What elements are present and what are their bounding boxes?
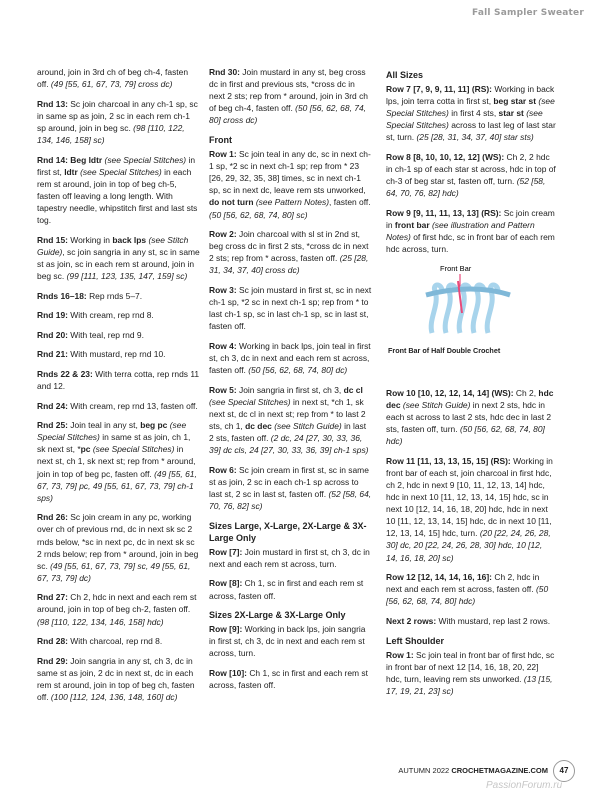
instruction-paragraph: Rnd 13: Sc join charcoal in any ch-1 sp, sc in same sp as join, 2 sc in each rem ch-1 sp around, join in beg sc. (98 [110, 122, 134, 146, 158] sc) [37, 98, 198, 145]
instruction-paragraph: Row 7 [7, 9, 9, 11, 11] (RS): Working in back lps, join terra cotta in first st, beg star st (see Special Stitches) in first 4 sts, star st (see Special Stitches) across to last leg of last star st, turn. (25 [28, 31, 34, 37, 40] star sts) [386, 84, 556, 143]
instruction-paragraph: Row 12 [12, 14, 14, 16, 16]: Ch 2, hdc in next and each rem st across, fasten off. (50 [56, 62, 68, 74, 80] hdc) [386, 572, 549, 607]
running-header: Fall Sampler Sweater [472, 8, 584, 18]
section-heading: Sizes Large, X-Large, 2X-Large & 3X-Large Only [209, 520, 367, 543]
instruction-paragraph: Row [9]: Working in back lps, join sangria in first st, ch 3, dc in next and each rem st across, turn. [209, 624, 366, 659]
instruction-paragraph: Rnd 15: Working in back lps (see Stitch Guide), sc join sangria in any st, sc in same st as join, sc in each rem st around, join in beg sc. (99 [111, 123, 135, 147, 159] sc) [37, 234, 200, 281]
instruction-paragraph: Rnd 28: With charcoal, rep rnd 8. [37, 636, 163, 647]
section-heading: Sizes 2X-Large & 3X-Large Only [209, 610, 346, 621]
column-1 [37, 66, 200, 711]
instruction-paragraph: Rnds 22 & 23: With terra cotta, rep rnds 11 and 12. [37, 368, 200, 391]
instruction-paragraph: Row 9 [9, 11, 11, 13, 13] (RS): Sc join cream in front bar (see illustration and Pattern Notes) of first hdc, sc in front bar of each rem hdc across, turn. [386, 207, 555, 255]
instruction-paragraph: Row 4: Working in back lps, join teal in first st, ch 3, dc in next and each rem st across, fasten off. (50 [56, 62, 68, 74, 80] dc) [209, 340, 371, 376]
instruction-paragraph: Rnd 20: With teal, rep rnd 9. [37, 329, 144, 340]
illustration-caption: Front Bar of Half Double Crochet [388, 345, 501, 355]
instruction-paragraph: Row [8]: Ch 1, sc in first and each rem st across, fasten off. [209, 578, 364, 601]
instruction-paragraph: Row 8 [8, 10, 10, 12, 12] (WS): Ch 2, 2 hdc in ch-1 sp of each star st across, hdc in top of ch-3 of beg star st, fasten off, turn. (52 [58, 64, 70, 76, 82] hdc) [386, 152, 556, 199]
footer-season: AUTUMN 2022 [398, 766, 450, 775]
instruction-paragraph: Row 5: Join sangria in first st, ch 3, dc cl (see Special Stitches) in next st, *ch 1, sk next st, dc cl in next st; rep from * to last 2 sts, ch 1, dc dec (see Stitch Guide) in last 2 sts, fasten off. (2 dc, 24 [27, 30, 33, 36, 39] dc cls, 24 [27, 30, 33, 36, 39] ch-1 sps) [209, 384, 369, 456]
section-heading: Left Shoulder [386, 635, 444, 646]
front-bar-diagram [386, 261, 556, 343]
instruction-paragraph: Row [7]: Join mustard in first st, ch 3, dc in next and each rem st across, turn. [209, 546, 370, 569]
instruction-paragraph: Row 6: Sc join cream in first st, sc in same st as join, 2 sc in each ch-1 sp across to last st, 2 sc in last st, fasten off. (52 [58, 64, 70, 76, 82] sc) [209, 464, 372, 511]
instruction-paragraph: Rnd 24: With cream, rep rnd 13, fasten off. [37, 400, 198, 411]
instruction-paragraph: Row 11 [11, 13, 13, 15, 15] (RS): Working in front bar of each st, join charcoal in first hdc, ch 2, hdc in next 9 [10, 11, 12, 13, 14] hdc, hdc in next 10 [11, 12, 13, 14, 15] hdc, sc in next 10 [12, 14, 16, 18, 20] hdc, hdc in next 10 [11, 12, 13, 14, 15] hdc, dc in next 10 [11, 12, 13, 14, 15] hdc, turn. (20 [22, 24, 26, 28, 30] dc, 20 [22, 24, 26, 28, 30] hdc, 10 [12, 14, 16, 18, 20] sc) [386, 455, 553, 563]
page-number: 47 [553, 760, 575, 782]
instruction-paragraph: Row [10]: Ch 1, sc in first and each rem st across, fasten off. [209, 668, 368, 691]
instruction-paragraph: Rnd 19: With cream, rep rnd 8. [37, 310, 154, 321]
section-heading: All Sizes [386, 70, 424, 80]
front-bar-label: Front Bar [440, 263, 472, 273]
instruction-paragraph: around, join in 3rd ch of beg ch-4, fasten off. (49 [55, 61, 67, 73, 79] cross dc) [37, 67, 189, 90]
instruction-paragraph: Rnd 14: Beg ldtr (see Special Stitches) in first st, ldtr (see Special Stitches) in each rem st around, join in top of beg ch-5, fasten off leaving a long length. With tapestry needle, whipstitch first and last sts tog. [37, 154, 198, 226]
yarn-stitches [426, 281, 510, 333]
column-3 [386, 66, 556, 704]
instruction-paragraph: Row 3: Sc join mustard in first st, sc in next ch-1 sp, *2 sc in next ch-1 sp; rep from * to last ch-1 sp, sc in last ch-1 sp, sc in last st, fasten off. [209, 285, 372, 332]
instruction-paragraph: Row 2: Join charcoal with sl st in 2nd st, beg cross dc in first 2 sts, *cross dc in next 2 sts; rep from * across, fasten off. (25 [28, 31, 34, 37, 40] cross dc) [209, 229, 369, 276]
section-heading: Front [209, 134, 232, 145]
instruction-paragraph: Next 2 rows: With mustard, rep last 2 rows. [386, 615, 551, 626]
instruction-paragraph: Rnd 29: Join sangria in any st, ch 3, dc in same st as join, 2 dc in next st, dc in each rem st around, join in top of beg ch, fasten off. (100 [112, 124, 136, 148, 160] dc) [37, 655, 195, 703]
front-bar-strand [426, 289, 510, 295]
yarn-loop [473, 285, 484, 333]
instruction-paragraph: Rnd 27: Ch 2, hdc in next and each rem st around, join in top of beg ch-2, fasten off. (98 [110, 122, 134, 146, 158] hdc) [37, 592, 197, 627]
footer-site: CROCHETMAGAZINE.COM [451, 766, 548, 775]
column-2 [209, 66, 372, 699]
instruction-paragraph: Row 1: Sc join teal in front bar of first hdc, sc in front bar of next 12 [14, 16, 18, 20, 22] hdc, turn, leaving rem sts unworked. (13 [15, 17, 19, 21, 23] sc) [386, 649, 555, 696]
page-footer [398, 766, 548, 775]
watermark: PassionForum.ru [486, 780, 563, 791]
instruction-paragraph: Rnd 26: Sc join cream in any pc, working over ch of previous rnd, dc in next sk sc 2 rnds below, *sc in next pc, dc in next sk sc 2 rnds below; rep from * around, join in beg sc. (49 [55, 61, 67, 73, 79] sc, 49 [55, 61, 67, 73, 79] dc) [37, 512, 199, 583]
front-bar-illustration [386, 261, 556, 379]
instruction-paragraph: Row 1: Sc join teal in any dc, sc in next ch-1 sp, *2 sc in next ch-1 sp; rep from * 23 [26, 29, 32, 35, 38] times, sc in next ch-1 sp, sc in next dc, leave rem sts unworked, do not turn (see Pattern Notes), fasten off. (50 [56, 62, 68, 74, 80] sc) [209, 149, 371, 220]
instruction-paragraph: Row 10 [10, 12, 12, 14, 14] (WS): Ch 2, hdc dec (see Stitch Guide) in next 2 sts, hdc in each st across to last 2 sts, hdc dec in last 2 sts, fasten off, turn. (50 [56, 62, 68, 74, 80] hdc) [386, 387, 554, 447]
instruction-paragraph: Rnd 21: With mustard, rep rnd 10. [37, 349, 166, 360]
instruction-paragraph: Rnds 16–18: Rep rnds 5–7. [37, 290, 143, 301]
instruction-paragraph: Rnd 30: Join mustard in any st, beg cross dc in first and previous sts, *cross dc in next 2 sts; rep from * around, join in 3rd ch of beg ch-4, fasten off. (50 [56, 62, 68, 74, 80] cross dc) [209, 67, 368, 126]
instruction-paragraph: Rnd 25: Join teal in any st, beg pc (see Special Stitches) in same st as join, ch 1, sk next st, *pc (see Special Stitches) in next st, ch 1, sk next st; rep from * around, join in top of beg pc, fasten off. (49 [55, 61, 67, 73, 79] pc, 49 [55, 61, 67, 73, 79] ch-1 sps) [37, 420, 197, 503]
